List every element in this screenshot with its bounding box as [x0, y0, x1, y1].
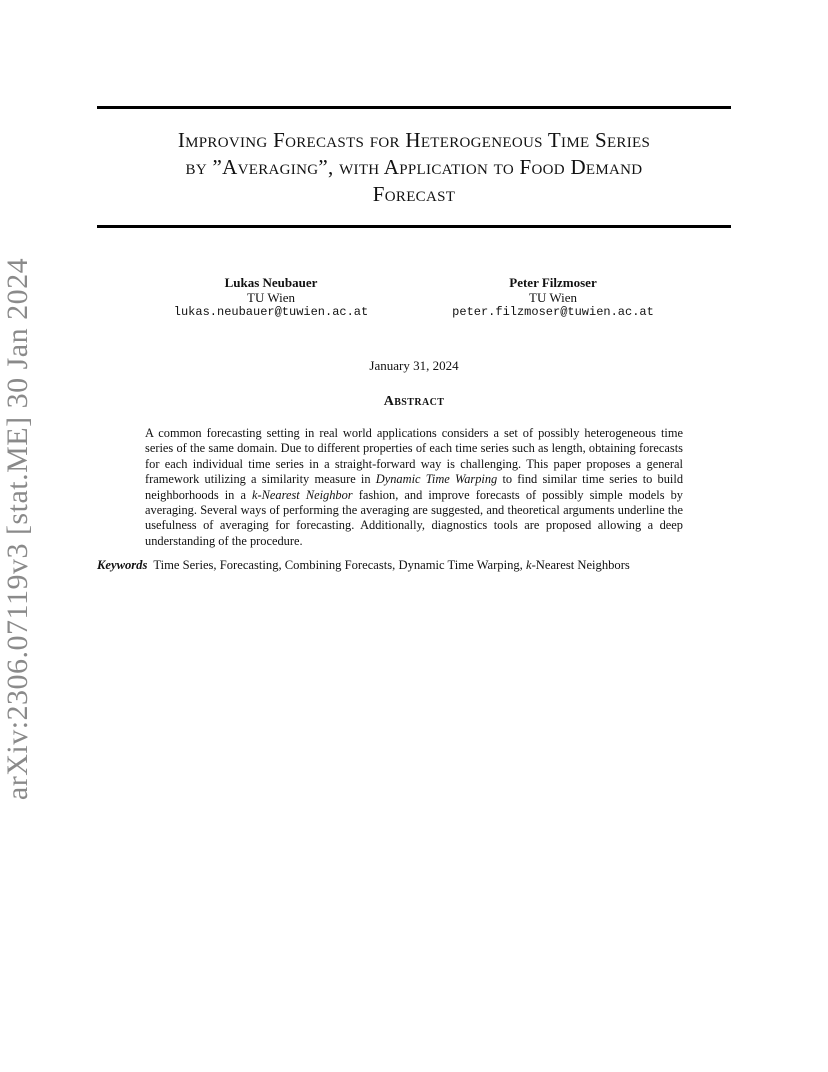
title-line-1: Improving Forecasts for Heterogeneous Time Series — [177, 128, 651, 152]
title-line-2: by ”Averaging”, with Application to Food Demand — [185, 155, 643, 179]
abstract-heading: Abstract — [383, 394, 445, 409]
author-name: Lukas Neubauer — [224, 275, 318, 290]
title-rule-top — [97, 106, 731, 109]
abstract-paragraph — [145, 426, 683, 549]
author-block-1 — [141, 275, 401, 320]
author-email[interactable]: lukas.neubauer@tuwien.ac.at — [173, 305, 369, 319]
author-affiliation: TU Wien — [247, 290, 295, 305]
keywords-text: Time Series, Forecasting, Combining Forecasts, Dynamic Time Warping, — [153, 558, 526, 572]
keywords-label: Keywords — [97, 558, 148, 572]
keywords-tail: -Nearest Neighbors — [531, 558, 630, 572]
title-line-3: Forecast — [372, 182, 456, 206]
author-block-2 — [423, 275, 683, 320]
author-name: Peter Filzmoser — [509, 275, 597, 290]
abstract-emphasis-knn: k-Nearest Neighbor — [252, 487, 353, 502]
arxiv-stamp-text: arXiv:2306.07119v3 [stat.ME] 30 Jan 2024 — [1, 257, 34, 801]
keywords-k: k — [525, 558, 532, 572]
abstract-text-1: A common forecasting setting in real world applications considers a set of possibly heterogeneous time series of the same domain. Due to different properties of each time series such as length, obtaining forecasts for each individual time series in a straight-forward way is challenging. This paper proposes a general framework utilizing a similarity measure in — [145, 426, 683, 487]
abstract-text-3: fashion, and improve forecasts of possibly simple models by averaging. Several ways of performing the averaging are suggested, and theoretical arguments underline the usefulness of averaging for forecasting. Additionally, diagnostics tools are proposed allowing a deep understanding of the procedure. — [145, 487, 683, 548]
abstract-body — [145, 426, 683, 549]
abstract-emphasis-dtw: Dynamic Time Warping — [375, 472, 498, 487]
paper-title — [97, 127, 731, 208]
abstract-text-2: to find similar time series to build neighborhoods in a — [145, 472, 684, 502]
keywords-line — [97, 558, 747, 573]
title-rule-bottom — [97, 225, 731, 228]
author-email[interactable]: peter.filzmoser@tuwien.ac.at — [452, 305, 654, 319]
paper-date: January 31, 2024 — [369, 358, 459, 373]
author-affiliation: TU Wien — [529, 290, 577, 305]
